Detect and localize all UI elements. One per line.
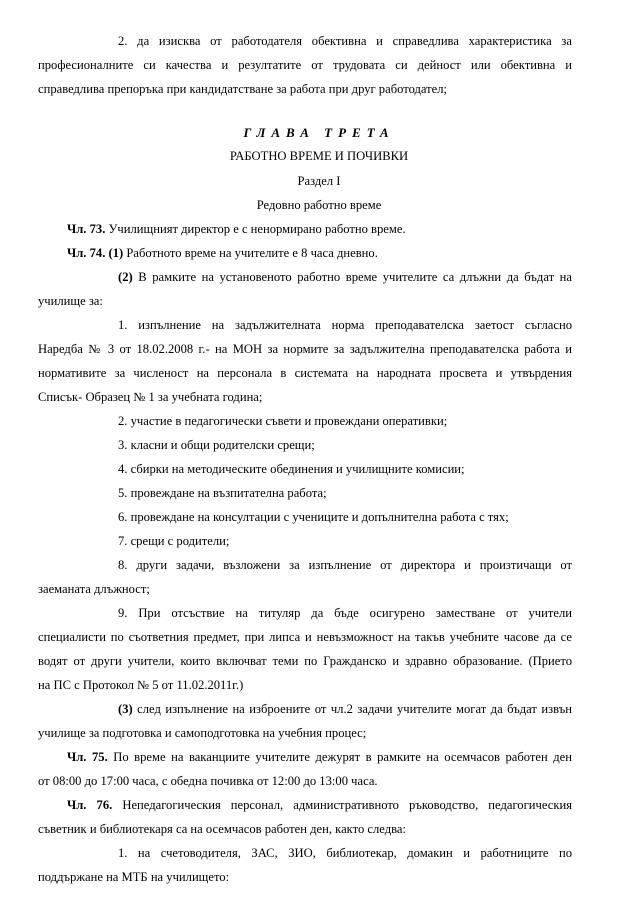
text-line: училище за: <box>38 294 103 308</box>
article-76 <box>38 798 572 813</box>
list-item: 2. участие в педагогически съвети и провеждани оперативки; <box>118 414 448 428</box>
paragraph-74-2 <box>38 270 572 285</box>
text-line: нормативите за численост на персонала в системата на народната просвета и утвърдения <box>38 366 572 380</box>
list-item: 7. срещи с родители; <box>118 534 230 548</box>
paragraph-74-3 <box>38 702 572 717</box>
paragraph-number: (3) <box>118 702 133 716</box>
subsection-title: Редовно работно време <box>256 198 382 212</box>
subsection-label: Раздел I <box>297 174 341 188</box>
article-text: Непедагогическия персонал, административното ръководство, педагогическия <box>112 798 572 812</box>
list-item: 4. сбирки на методическите обединения и училищните комисии; <box>118 462 465 476</box>
article-74 <box>67 246 378 261</box>
chapter-heading: ГЛАВА ТРЕТА <box>243 125 395 140</box>
paragraph-number: (1) <box>108 246 124 260</box>
article-text: По време на ваканциите учителите дежурят в рамките на осемчасов работен ден <box>107 750 572 764</box>
list-item: 9. При отсъствие на титуляр да бъде осигурено заместване от учители <box>118 606 572 620</box>
paragraph-text: след изпълнение на изброените от чл.2 задачи учителите могат да бъдат извън <box>132 702 572 716</box>
text-line: Списък- Образец № 1 за учебната година; <box>38 390 263 404</box>
list-item: 3. класни и общи родителски срещи; <box>118 438 315 452</box>
article-text: Училищният директор е с ненормирано работно време. <box>105 222 406 236</box>
text-line: училище за подготовка и самоподготовка на учебния процес; <box>38 726 367 740</box>
text-line: Наредба № 3 от 18.02.2008 г.- на МОН за нормите за задължителна преподавателска работа и <box>38 342 572 356</box>
article-75 <box>38 750 572 765</box>
list-item: 5. провеждане на възпитателна работа; <box>118 486 327 500</box>
article-number: Чл. 74. <box>67 246 106 260</box>
text-line: професионалните си качества и резултатите от трудовата си дейност или обективна и <box>38 58 572 72</box>
article-number: Чл. 76. <box>67 798 113 812</box>
list-item: 1. на счетоводителя, ЗАС, ЗИО, библиотекар, домакин и работниците по <box>118 846 572 860</box>
text-line: специалисти по съответния предмет, при липса и невъзможност на такъв учебните часове да се <box>38 630 572 644</box>
list-item: 6. провеждане на консултации с учениците и допълнителна работа с тях; <box>118 510 509 524</box>
paragraph-number: (2) <box>118 270 133 284</box>
text-line: от 08:00 до 17:00 часа, с обедна почивка от 12:00 до 13:00 часа. <box>38 774 378 788</box>
list-item: 1. изпълнение на задължителната норма преподавателска заетост съгласно <box>118 318 572 332</box>
article-text: Работното време на учителите е 8 часа дневно. <box>123 246 378 260</box>
section-title: РАБОТНО ВРЕМЕ И ПОЧИВКИ <box>229 149 409 163</box>
list-item: 8. други задачи, възложени за изпълнение от директора и произтичащи от <box>118 558 572 572</box>
text-line: съветник и библиотекаря са на осемчасов работен ден, както следва: <box>38 822 406 836</box>
article-number: Чл. 73. <box>67 222 106 236</box>
article-number: Чл. 75. <box>67 750 108 764</box>
article-73 <box>67 222 406 237</box>
text-line: справедлива препоръка при кандидатстване за работа при друг работодател; <box>38 82 448 96</box>
text-line: 2. да изисква от работодателя обективна и справедлива характеристика за <box>118 34 572 48</box>
text-line: водят от други учители, които включват теми по Гражданско и здравно образование. (Прието <box>38 654 572 668</box>
text-line: поддържане на МТБ на училището: <box>38 870 230 884</box>
text-line: заеманата длъжност; <box>38 582 150 596</box>
paragraph-text: В рамките на установеното работно време учителите са длъжни да бъдат на <box>132 270 572 284</box>
text-line: на ПС с Протокол № 5 от 11.02.2011г.) <box>38 678 244 692</box>
